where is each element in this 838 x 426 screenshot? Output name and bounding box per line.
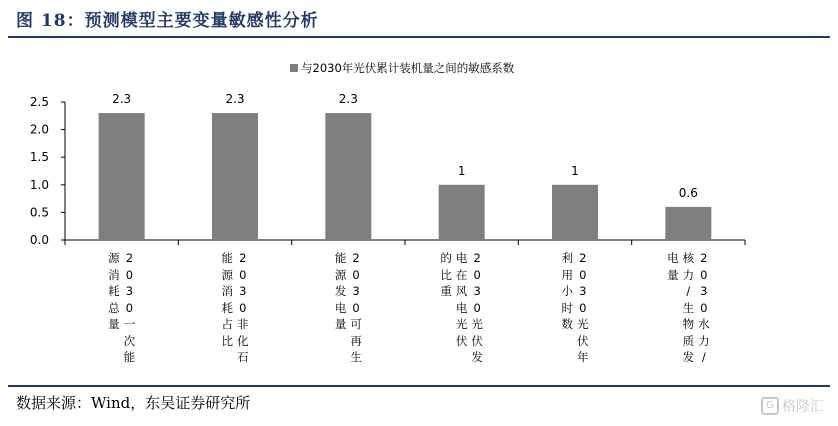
x-category-label-char: 水 [698, 317, 710, 331]
x-category-label-char: 电 [455, 300, 468, 315]
x-category-label-char: 时 [561, 300, 573, 315]
x-category-label-char: 2 [352, 251, 360, 265]
watermark-logo-icon: G [761, 397, 779, 415]
x-category-label-char: 3 [239, 284, 247, 298]
x-category-label-column [108, 250, 120, 380]
x-category-label-char: 年 [577, 350, 589, 364]
x-category-label-char: 0 [125, 267, 134, 282]
x-category-label-char: 光 [577, 317, 589, 331]
x-category-label-char: 源 [108, 251, 120, 265]
x-category-label-char: 3 [352, 284, 360, 298]
x-category-label-char: 0 [239, 267, 247, 282]
bar [552, 185, 598, 240]
x-category-label-char: 量 [334, 317, 347, 331]
x-category-label-char: 3 [700, 284, 708, 298]
x-category-label-char: 源 [221, 267, 233, 282]
bar-data-label: 1 [457, 163, 466, 178]
y-tick-label: 1.5 [29, 150, 49, 165]
x-category-label-char: 核 [682, 251, 695, 265]
x-category-label-char: 小 [561, 284, 573, 298]
x-category-label-char: 电 [455, 251, 468, 265]
x-category-label-column [335, 250, 347, 380]
x-category-label-char: 发 [334, 284, 347, 298]
x-category-label-char: 占 [221, 317, 233, 331]
x-category-label-char: 耗 [221, 300, 233, 315]
x-category-label-char: 生 [350, 350, 362, 364]
x-category-label [638, 250, 738, 380]
x-category-label-char: 力 [682, 267, 695, 282]
x-category-label-char: 光 [455, 317, 468, 331]
x-category-label-column [222, 250, 234, 380]
x-category-label-column [350, 250, 362, 380]
bar [212, 113, 258, 240]
x-category-label-char: 消 [221, 284, 233, 298]
x-category-label-char: 质 [682, 333, 695, 348]
x-category-label-char: 次 [123, 333, 136, 348]
x-category-label-char: 光 [471, 317, 483, 331]
x-category-label-char: 3 [125, 284, 134, 298]
x-category-label-column [440, 250, 452, 380]
y-tick-label: 1.0 [29, 177, 49, 192]
bar [325, 113, 371, 240]
x-category-label-char: 2 [700, 251, 708, 265]
x-category-label-column [562, 250, 574, 380]
x-category-label-char: 在 [455, 267, 468, 282]
x-category-label-column [456, 250, 468, 380]
x-category-label-char: 能 [221, 251, 233, 265]
x-category-label [412, 250, 512, 380]
x-category-label-column [471, 250, 483, 380]
x-category-label-column [577, 250, 589, 380]
x-category-label-char: 0 [700, 267, 708, 282]
source-note: 数据来源：Wind，东吴证券研究所 [16, 394, 251, 412]
source-rule [8, 385, 830, 387]
y-tick-label: 2.5 [29, 95, 49, 109]
x-category-label-column [683, 250, 695, 380]
x-category-label-char: 3 [473, 284, 481, 298]
x-category-label-char: 非 [237, 317, 249, 331]
x-category-label-char: 用 [561, 267, 573, 282]
x-category-label-char: 化 [237, 333, 249, 348]
x-category-label-char: 风 [455, 284, 468, 298]
x-category-label-char: 0 [352, 267, 360, 282]
x-category-label-char: 2 [473, 251, 481, 265]
x-category-label-char: 2 [125, 251, 134, 265]
x-category-label-char: 2 [579, 251, 587, 265]
legend-label: 与2030年光伏累计装机量之间的敏感系数 [301, 61, 515, 75]
x-category-label-char: 比 [440, 267, 452, 282]
bar [99, 113, 145, 240]
x-category-label-char: 生 [682, 300, 695, 315]
x-category-label-column [237, 250, 249, 380]
x-category-label [72, 250, 172, 380]
x-category-label-char: 0 [579, 300, 587, 315]
x-category-label-char: 伏 [577, 333, 589, 348]
x-category-label [185, 250, 285, 380]
x-category-label-char: 利 [561, 251, 573, 265]
y-tick-label: 2.0 [29, 122, 49, 137]
x-category-label-char: 量 [667, 267, 679, 282]
bar-data-label: 2.3 [112, 92, 132, 107]
x-category-label-char: 再 [350, 333, 362, 348]
x-category-label-char: 可 [350, 317, 362, 331]
x-category-label-char: 电 [334, 300, 347, 315]
x-category-label [525, 250, 625, 380]
x-category-label-char: 0 [473, 300, 481, 315]
bar-data-label: 2.3 [338, 92, 358, 107]
x-category-label-char: 3 [579, 284, 587, 298]
x-category-label-char: 电 [667, 251, 679, 265]
watermark-text: 格隆汇 [782, 399, 824, 415]
bar-data-label: 1 [571, 163, 579, 178]
x-category-label-char: 源 [334, 267, 347, 282]
x-category-label-char: 2 [239, 251, 247, 265]
x-category-label-char: 0 [352, 300, 360, 315]
x-category-label-char: 重 [440, 284, 452, 298]
bar [439, 185, 485, 240]
x-category-label-char: 石 [237, 350, 249, 364]
x-category-label-char: 的 [440, 251, 452, 265]
x-category-label-char: 比 [221, 333, 233, 348]
x-category-label-char: 0 [473, 267, 481, 282]
x-category-label-char: 总 [108, 300, 120, 315]
x-category-label-char: 0 [125, 300, 134, 315]
x-category-label-char: 物 [682, 317, 695, 331]
x-category-label-char: 0 [239, 300, 247, 315]
x-category-label-char: 能 [334, 251, 347, 265]
x-category-label-char: 一 [123, 317, 136, 331]
x-category-label-char: 力 [698, 333, 710, 348]
x-category-label-char: 发 [471, 350, 483, 364]
y-tick-label: 0.0 [29, 233, 49, 247]
x-category-label-column [698, 250, 710, 380]
x-category-label [298, 250, 398, 380]
page-title: 图 18：预测模型主要变量敏感性分析 [16, 11, 319, 31]
x-category-label-char: 量 [108, 317, 120, 331]
y-tick-label: 0.5 [29, 205, 49, 220]
x-category-label-char: 耗 [108, 284, 120, 298]
x-category-label-column [124, 250, 136, 380]
x-category-label-char: 消 [108, 267, 120, 282]
x-category-label-char: / [701, 350, 706, 364]
bar [665, 207, 711, 240]
legend-swatch [290, 64, 298, 72]
bar-data-label: 2.3 [225, 92, 245, 107]
x-category-label-column [667, 250, 679, 380]
x-category-label-char: 伏 [471, 333, 483, 348]
x-category-label-char: 0 [579, 267, 587, 282]
x-category-label-char: 发 [682, 350, 695, 364]
x-category-label-char: 0 [700, 300, 708, 315]
x-category-label-char: 能 [123, 350, 136, 364]
watermark [761, 396, 824, 416]
x-category-label-char: 数 [561, 317, 573, 331]
bar-data-label: 0.6 [678, 185, 698, 200]
x-category-label-char: / [686, 284, 691, 298]
x-category-label-char: 伏 [455, 333, 468, 348]
